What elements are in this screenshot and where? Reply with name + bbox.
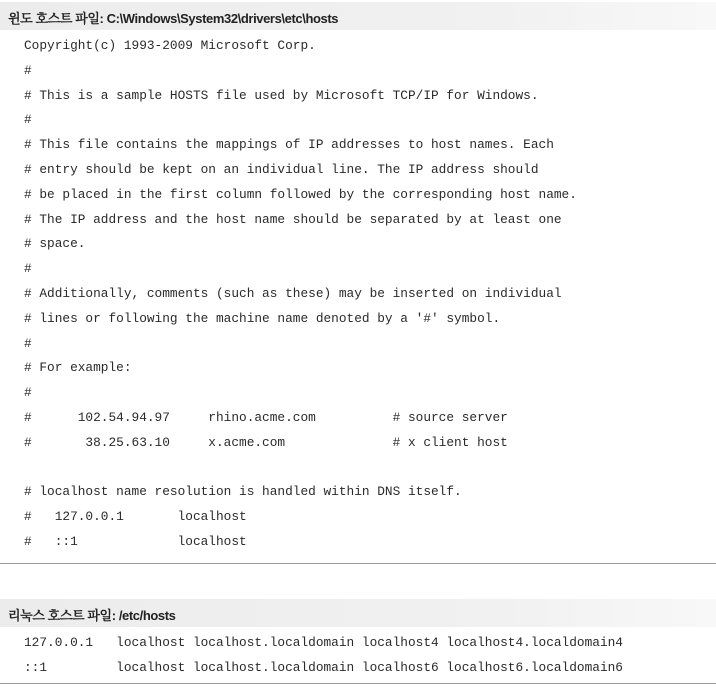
code-line: # <box>24 335 32 351</box>
code-line: # This file contains the mappings of IP addresses to host names. Each <box>24 137 554 153</box>
linux-hosts-content <box>24 631 623 681</box>
windows-hosts-header <box>0 2 716 30</box>
code-line: # lines or following the machine name denoted by a '#' symbol. <box>24 310 501 326</box>
code-line: # ::1 localhost <box>24 533 247 549</box>
code-line: # space. <box>24 236 86 252</box>
windows-hosts-title: 윈도 호스트 파일: C:\Windows\System32\drivers\etc\hosts <box>8 11 339 26</box>
code-line: 127.0.0.1 localhost localhost.localdomain localhost4 localhost4.localdomain4 <box>24 635 623 650</box>
code-line: # be placed in the first column followed by the corresponding host name. <box>24 186 577 202</box>
divider <box>0 563 716 564</box>
code-line: # For example: <box>24 360 132 376</box>
code-line: # This is a sample HOSTS file used by Microsoft TCP/IP for Windows. <box>24 87 539 103</box>
code-line: # 38.25.63.10 x.acme.com # x client host <box>24 434 508 450</box>
divider <box>0 683 716 684</box>
code-line: # <box>24 112 32 128</box>
code-line: # entry should be kept on an individual line. The IP address should <box>24 161 539 177</box>
code-line: # <box>24 62 32 78</box>
code-line: # localhost name resolution is handled within DNS itself. <box>24 484 462 500</box>
code-line: # The IP address and the host name should be separated by at least one <box>24 211 562 227</box>
code-line: # <box>24 261 32 277</box>
linux-hosts-title: 리눅스 호스트 파일: /etc/hosts <box>8 608 176 623</box>
windows-hosts-content <box>24 34 577 555</box>
code-line: # <box>24 385 32 401</box>
code-line: # 102.54.94.97 rhino.acme.com # source server <box>24 409 508 425</box>
code-line: # Additionally, comments (such as these) may be inserted on individual <box>24 285 562 301</box>
code-line: # 127.0.0.1 localhost <box>24 509 247 525</box>
code-line: Copyright(c) 1993-2009 Microsoft Corp. <box>24 38 316 53</box>
code-line <box>24 456 577 481</box>
linux-hosts-header <box>0 599 716 627</box>
code-line: ::1 localhost localhost.localdomain localhost6 localhost6.localdomain6 <box>24 659 623 675</box>
